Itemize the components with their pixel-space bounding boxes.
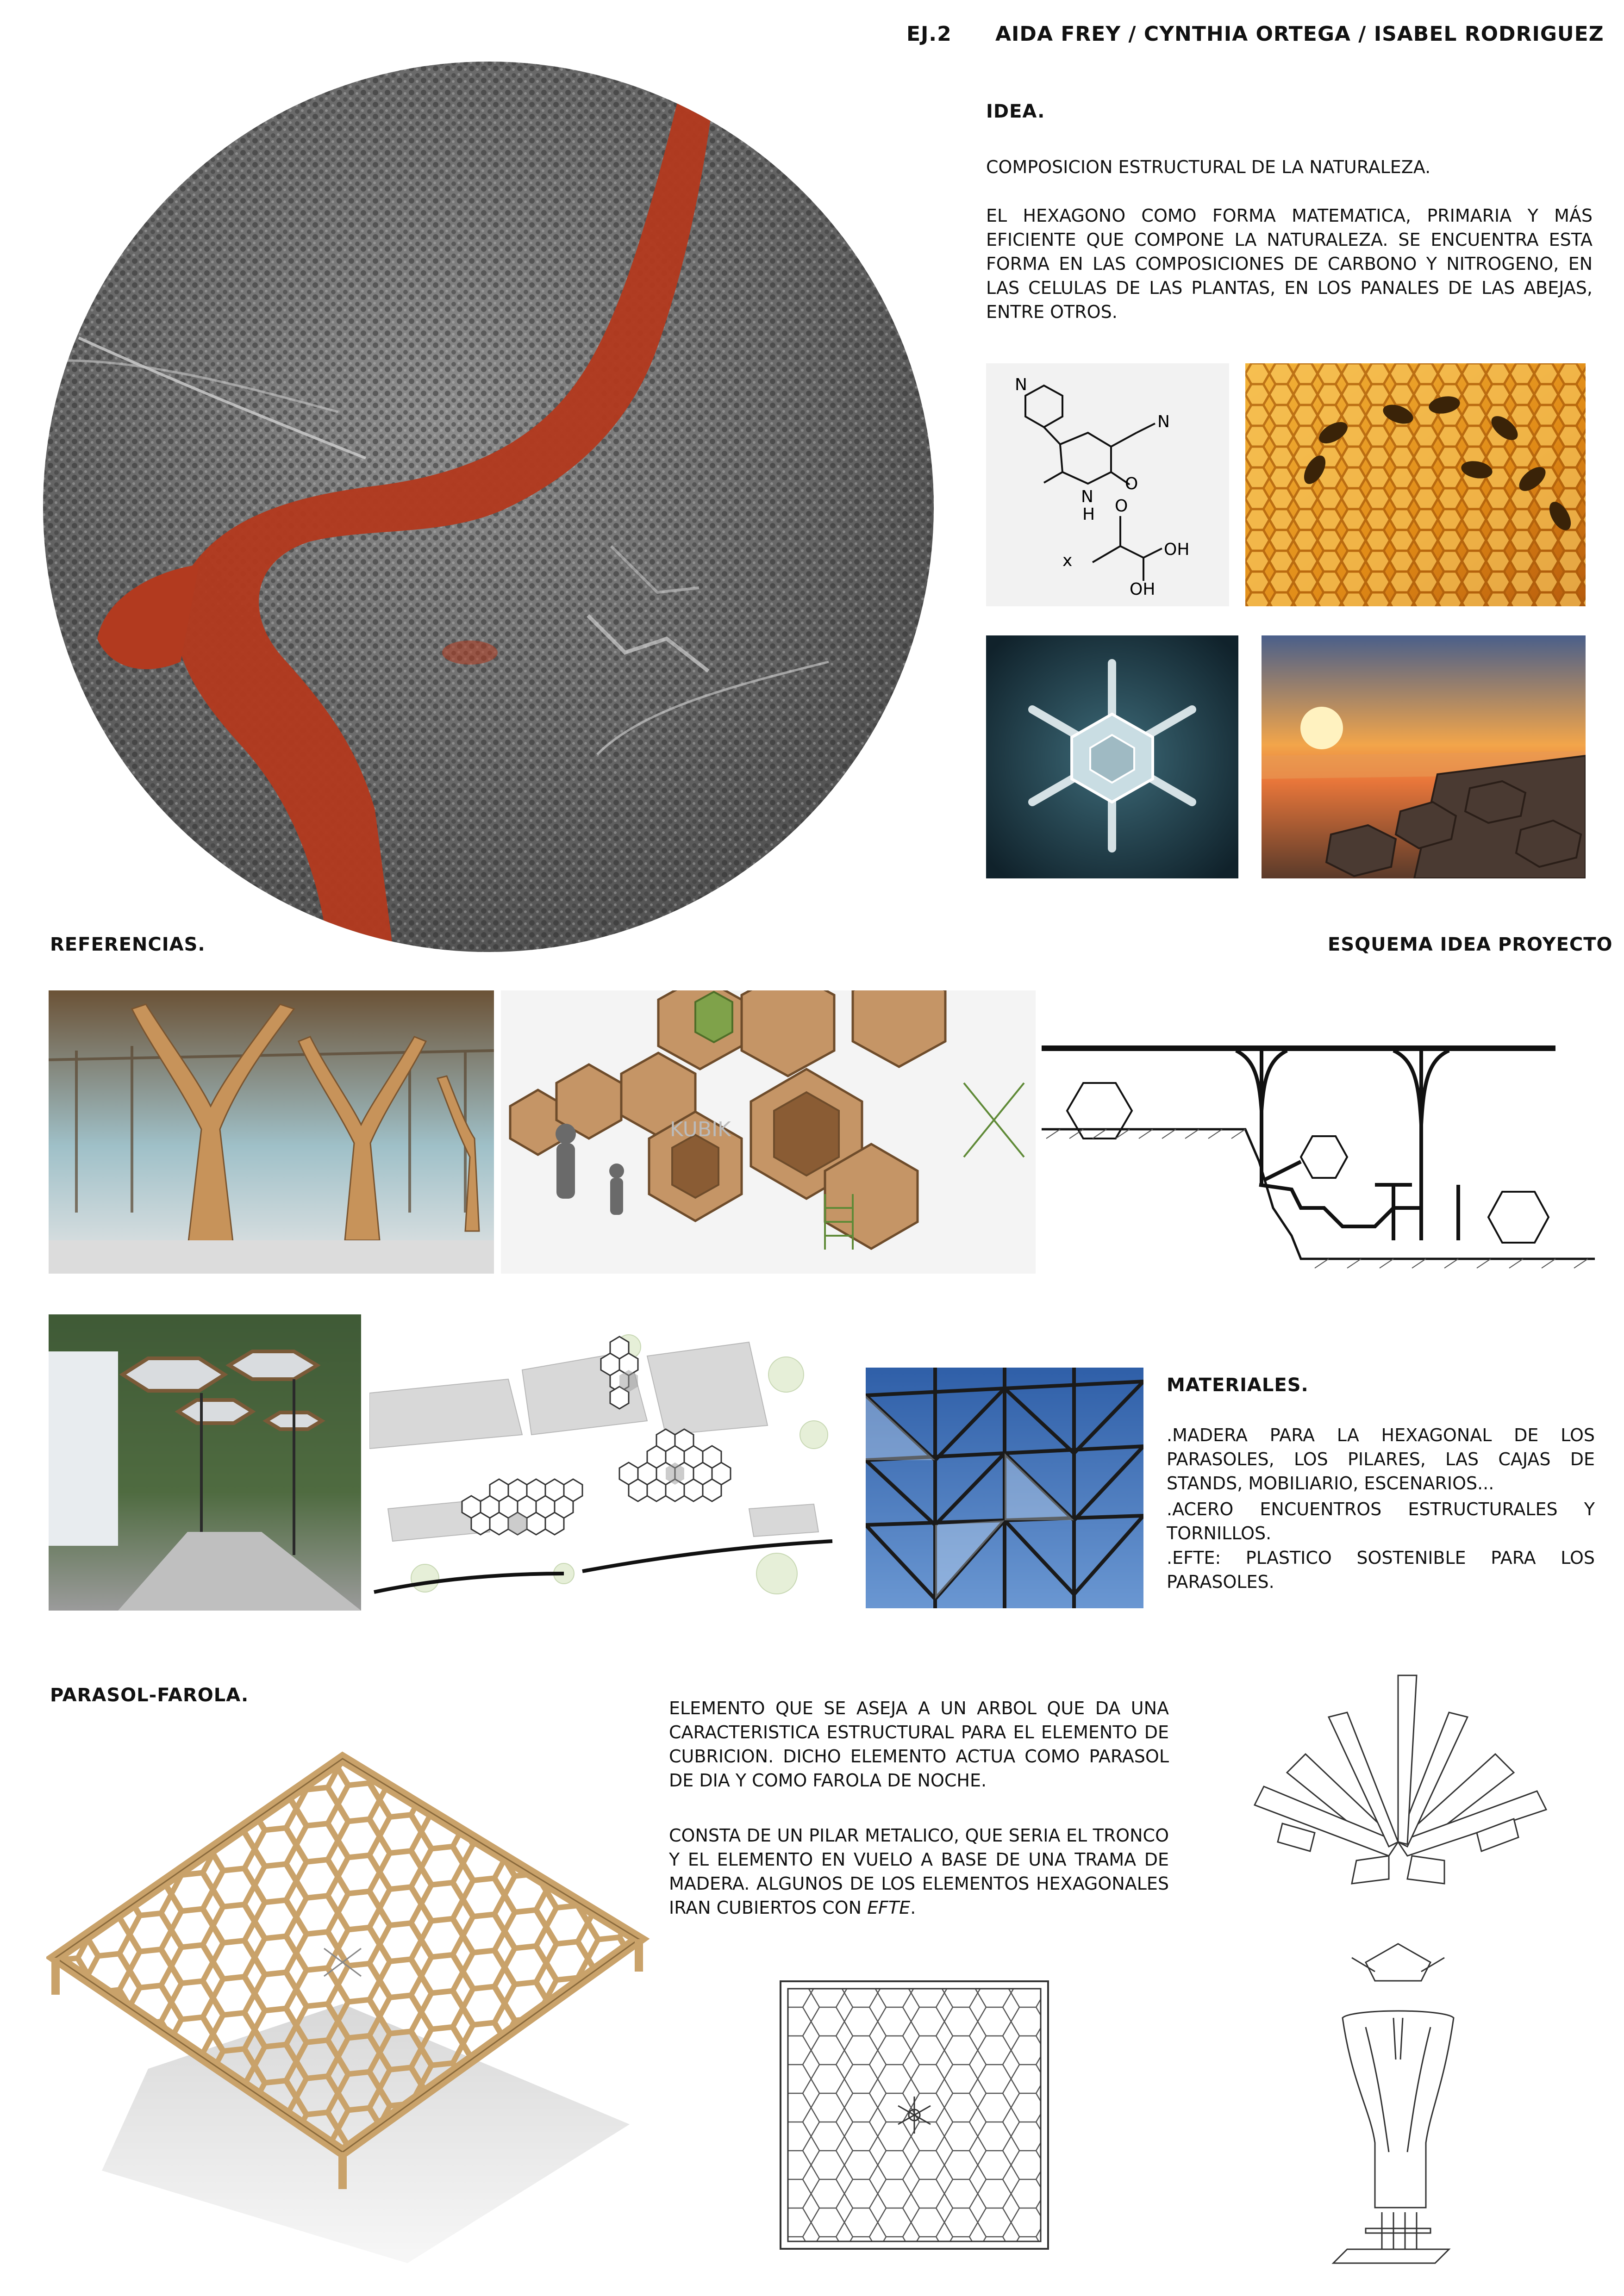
- efte-emphasis: EFTE: [867, 1898, 911, 1918]
- etfe-dome-photo: [866, 1368, 1143, 1608]
- authors: AIDA FREY / CYNTHIA ORTEGA / ISABEL RODRIGUEZ: [995, 22, 1604, 46]
- parasol-paragraph-1: ELEMENTO QUE SE ASEJA A UN ARBOL QUE DA UNA CARACTERISTICA ESTRUCTURAL PARA EL ELEMENTO DE CUBRICION. DICHO ELEMENTO ACTUA COMO PARASOL DE DIA Y COMO FAROLA DE NOCHE.: [669, 1698, 1169, 1791]
- parasol-paragraph-2-end: .: [910, 1898, 916, 1918]
- atom-oh-acid: OH: [1164, 540, 1190, 559]
- materials-item-wood: .MADERA PARA LA HEXAGONAL DE LOS PARASOLES, LOS PILARES, LAS CAJAS DE STANDS, MOBILIARIO, ESCENARIOS...: [1167, 1425, 1595, 1493]
- idea-heading: IDEA.: [986, 101, 1045, 122]
- watermark-text: KUBIK: [670, 1118, 731, 1141]
- parasol-exploded-elevation: [1236, 1666, 1560, 2268]
- project-idea-scheme: [1042, 990, 1595, 1277]
- atom-o-ring: O: [1125, 474, 1138, 493]
- parasol-3d-render: [46, 1745, 681, 2268]
- parasol-paragraph-2: [669, 1823, 1169, 1920]
- sheet-code: EJ.2: [906, 22, 952, 46]
- honeycomb-photo: [1245, 363, 1586, 606]
- materials-item-steel: .ACERO ENCUENTROS ESTRUCTURALES Y TORNILLOS.: [1167, 1499, 1595, 1543]
- idea-subtitle: COMPOSICION ESTRUCTURAL DE LA NATURALEZA.: [986, 157, 1431, 177]
- multiplier-x: x: [1062, 551, 1073, 570]
- reference-hexagon-canopy-photo: [49, 1314, 361, 1611]
- materials-heading: MATERIALES.: [1167, 1375, 1309, 1396]
- parasol-paragraph-2-text: CONSTA DE UN PILAR METALICO, QUE SERIA EL TRONCO Y EL ELEMENTO EN VUELO A BASE DE UNA TRAMA DE MADERA. ALGUNOS DE LOS ELEMENTOS HEXAGONALES IRAN CUBIERTOS CON: [669, 1825, 1169, 1918]
- materials-item-etfe: .EFTE: PLASTICO SOSTENIBLE PARA LOS PARASOLES.: [1167, 1548, 1595, 1592]
- snowflake-photo: [986, 635, 1238, 878]
- atom-oh: OH: [1130, 580, 1156, 599]
- site-plan-hexagons: [369, 1314, 852, 1611]
- idea-paragraph: EL HEXAGONO COMO FORMA MATEMATICA, PRIMARIA Y MÁS EFICIENTE QUE COMPONE LA NATURALEZA. SE ENCUENTRA ESTA FORMA EN LAS COMPOSICIONES DE CARBONO Y NITROGENO, EN LAS CELULAS DE LAS PLANTAS, EN LOS PANALES DE LAS ABEJAS, ENTRE OTROS.: [986, 205, 1593, 322]
- parasol-heading: PARASOL-FAROLA.: [50, 1685, 249, 1706]
- atom-h: H: [1082, 505, 1095, 524]
- atom-nh: N: [1081, 487, 1093, 506]
- aerial-site-map: [42, 60, 935, 953]
- basalt-columns-photo: [1262, 635, 1586, 878]
- atom-o-acid: O: [1115, 497, 1128, 516]
- parasol-plan-drawing: [778, 1979, 1051, 2252]
- reference-hexagon-boxes-render: [501, 990, 1036, 1274]
- scheme-heading: ESQUEMA IDEA PROYECTO: [1328, 934, 1613, 955]
- references-heading: REFERENCIAS.: [50, 934, 206, 955]
- atom-n: N: [1015, 375, 1027, 394]
- reference-timber-hall-photo: [49, 990, 494, 1274]
- atom-cn: N: [1157, 412, 1170, 431]
- molecule-diagram: [986, 363, 1229, 606]
